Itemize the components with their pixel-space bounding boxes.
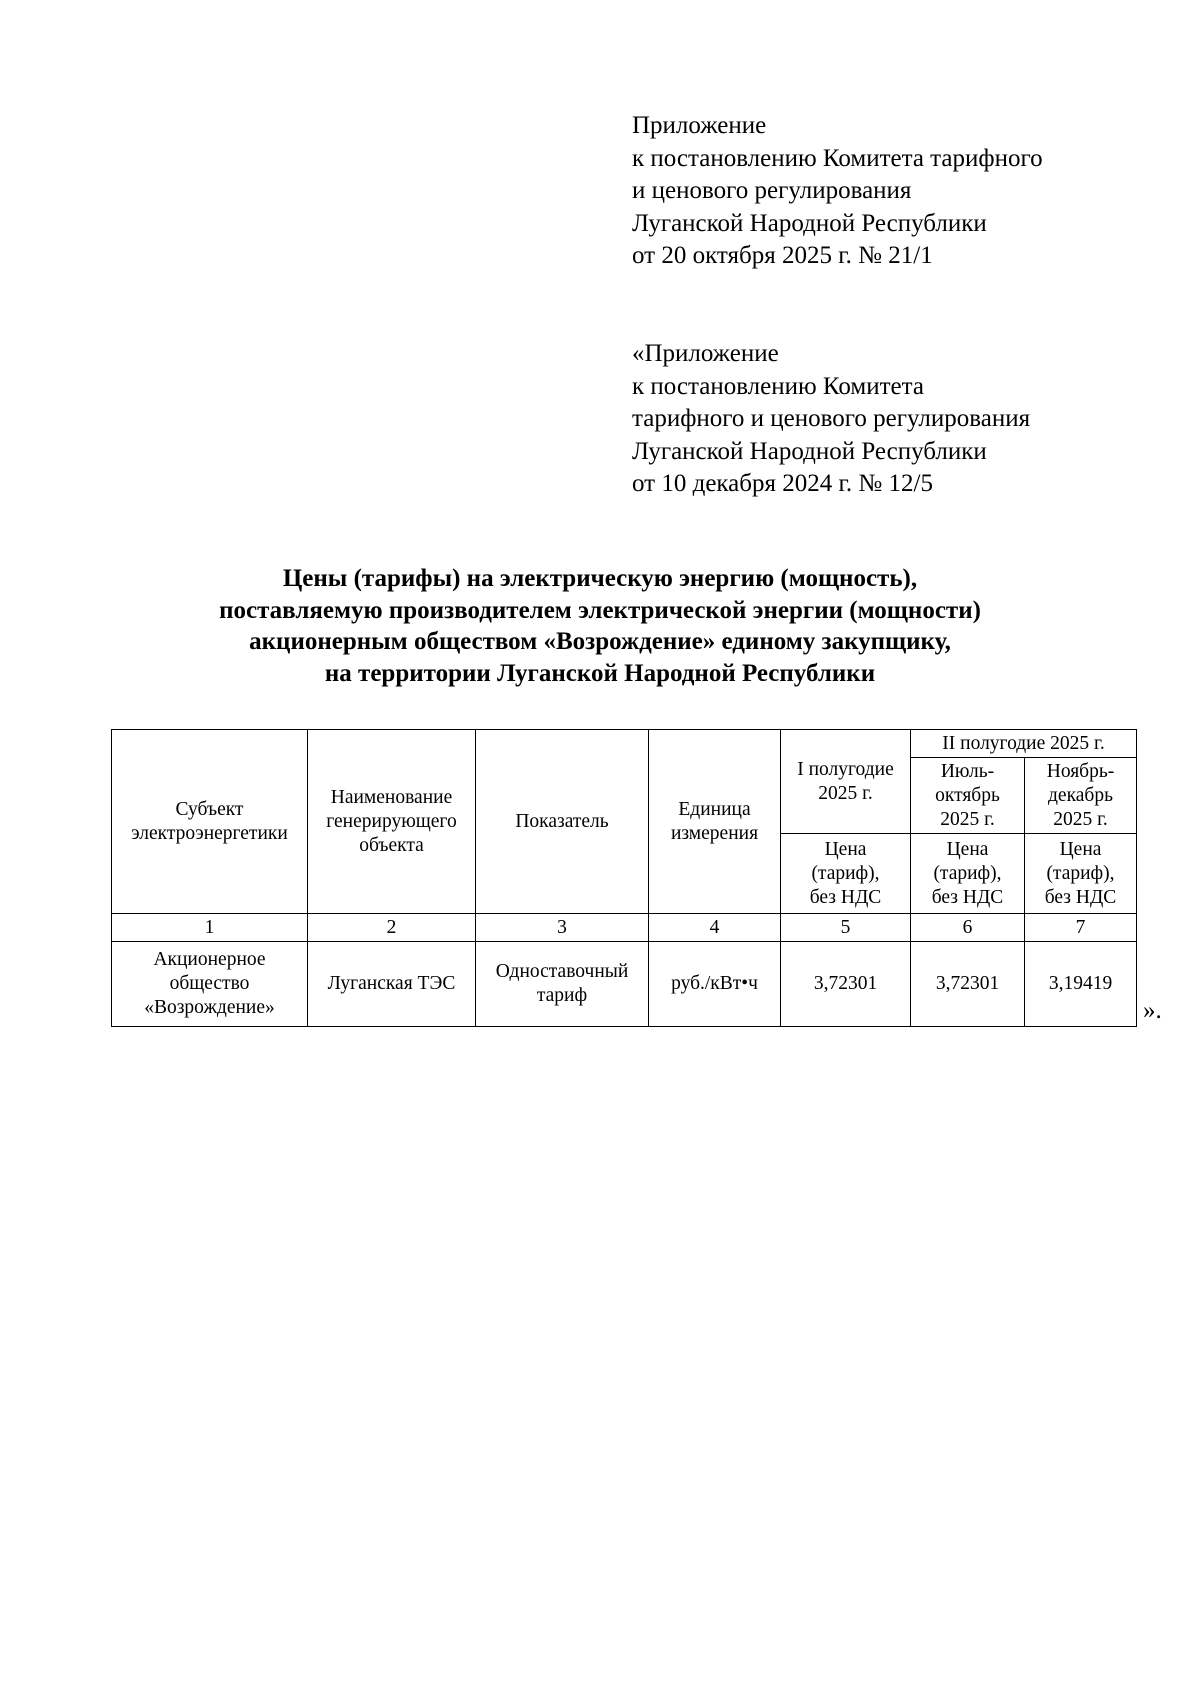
appendix-previous-line: «Приложение [632, 340, 779, 367]
cell-price-h1: 3,72301 [781, 942, 911, 1027]
table-header-row [112, 730, 1137, 758]
appendix-current-line: Луганской Народной Республики [632, 209, 987, 237]
header-first-half: I полугодие 2025 г. [781, 730, 911, 834]
cell-subject: Акционерное общество «Возрождение» [112, 942, 308, 1027]
column-number: 7 [1025, 914, 1137, 942]
appendix-current-line: и ценового регулирования [632, 177, 912, 204]
column-number: 3 [476, 914, 649, 942]
title-line: на территории Луганской Народной Республики [324, 659, 876, 687]
appendix-previous-line: тарифного и ценового регулирования [632, 405, 1031, 432]
column-number: 1 [112, 914, 308, 942]
cell-price-jul-oct: 3,72301 [911, 942, 1025, 1027]
appendix-current-line: к постановлению Комитета тарифного [632, 144, 1043, 172]
cell-price-nov-dec: 3,19419 [1025, 942, 1137, 1027]
tariff-table [111, 729, 1137, 1027]
header-jul-oct: Июль- октябрь 2025 г. [911, 758, 1025, 834]
column-number-row [112, 914, 1137, 942]
appendix-previous-line: Луганской Народной Республики [632, 437, 987, 465]
cell-indicator: Одноставочный тариф [476, 942, 649, 1027]
header-price-col7: Цена (тариф), без НДС [1025, 834, 1137, 914]
title-line: поставляемую производителем электрической энергии (мощности) [219, 596, 981, 624]
header-price-col5: Цена (тариф), без НДС [781, 834, 911, 914]
appendix-previous-header [632, 338, 1030, 501]
appendix-current-header [632, 110, 1043, 273]
header-price-col6: Цена (тариф), без НДС [911, 834, 1025, 914]
appendix-current-line: Приложение [632, 112, 767, 139]
header-nov-dec: Ноябрь- декабрь 2025 г. [1025, 758, 1137, 834]
closing-quote: ». [1143, 997, 1162, 1024]
header-indicator: Показатель [476, 730, 649, 914]
title-line: Цены (тарифы) на электрическую энергию (мощность), [282, 565, 918, 592]
column-number: 5 [781, 914, 911, 942]
column-number: 2 [308, 914, 476, 942]
appendix-previous-date: от 10 декабря 2024 г. № 12/5 [632, 470, 933, 497]
cell-object-name: Луганская ТЭС [308, 942, 476, 1027]
cell-unit: руб./кВт•ч [649, 942, 781, 1027]
column-number: 6 [911, 914, 1025, 942]
column-number: 4 [649, 914, 781, 942]
header-unit: Единица измерения [649, 730, 781, 914]
header-second-half: II полугодие 2025 г. [911, 730, 1137, 758]
header-subject: Субъект электроэнергетики [112, 730, 308, 914]
appendix-current-date: от 20 октября 2025 г. № 21/1 [632, 242, 933, 269]
header-object-name: Наименование генерирующего объекта [308, 730, 476, 914]
title-line: акционерным обществом «Возрождение» единому закупщику, [249, 628, 951, 655]
document-title [0, 563, 1200, 689]
appendix-previous-line: к постановлению Комитета [632, 372, 924, 400]
table-row [112, 942, 1137, 1027]
